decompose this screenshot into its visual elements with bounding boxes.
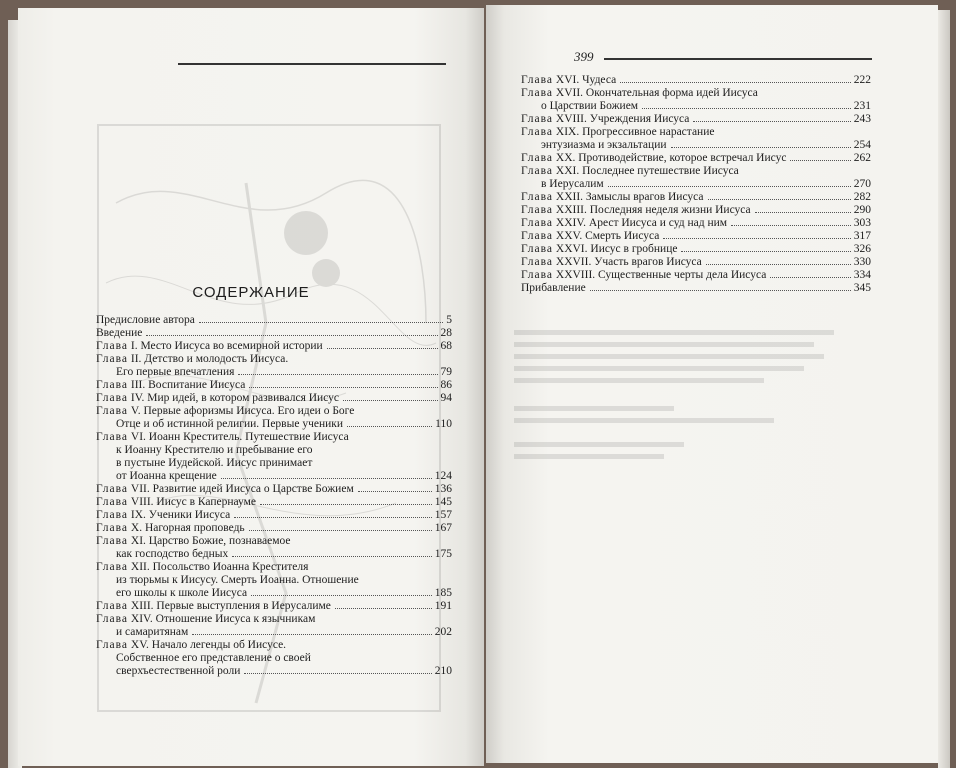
toc-entry-line bbox=[521, 256, 871, 269]
left-page bbox=[18, 8, 484, 766]
toc-page-number: 334 bbox=[853, 269, 871, 281]
toc-page-number: 124 bbox=[434, 470, 452, 482]
toc-entry-text: VII. Развитие идей Иисуса о Царстве Божием bbox=[130, 483, 354, 495]
toc-chapter-label: Глава bbox=[521, 74, 554, 86]
toc-entry-line bbox=[96, 340, 452, 353]
toc-chapter-label: Глава bbox=[521, 113, 554, 125]
toc-entry-text: XXV. Смерть Иисуса bbox=[555, 230, 660, 242]
toc-chapter-label: Глава bbox=[96, 613, 129, 625]
toc-leader-dots bbox=[327, 348, 438, 349]
toc-entry-line bbox=[96, 366, 452, 379]
toc-chapter-label: Глава bbox=[521, 126, 554, 138]
toc-chapter-label: Глава bbox=[521, 256, 554, 268]
toc-entry-text: как господство бедных bbox=[116, 548, 229, 560]
toc-chapter-label: Глава bbox=[521, 204, 554, 216]
toc-entry-text: XVI. Чудеса bbox=[555, 74, 617, 86]
toc-chapter-label: Глава bbox=[96, 405, 129, 417]
toc-entry bbox=[521, 113, 871, 126]
toc-entry bbox=[521, 74, 871, 87]
toc-entry-text: XII. Посольство Иоанна Крестителя bbox=[130, 561, 309, 573]
toc-entry-line bbox=[521, 243, 871, 256]
toc-entry-text: XXII. Замыслы врагов Иисуса bbox=[555, 191, 704, 203]
toc-entry-text: VIII. Иисус в Капернауме bbox=[130, 496, 257, 508]
toc-chapter-label: Глава bbox=[521, 217, 554, 229]
toc-leader-dots bbox=[731, 225, 851, 226]
toc-leader-dots bbox=[251, 595, 432, 596]
toc-page-number: 303 bbox=[853, 217, 871, 229]
toc-entry bbox=[521, 269, 871, 282]
toc-chapter-label: Глава bbox=[96, 509, 129, 521]
toc-entry bbox=[521, 126, 871, 152]
toc-entry bbox=[96, 613, 452, 639]
toc-chapter-label: Глава bbox=[96, 353, 129, 365]
toc-entry-text: от Иоанна крещение bbox=[116, 470, 217, 482]
toc-entry-text: и самаритянам bbox=[116, 626, 189, 638]
toc-chapter-label: Глава bbox=[521, 269, 554, 281]
toc-chapter-label: Глава bbox=[96, 431, 129, 443]
toc-entry-text: I. Место Иисуса во всемирной истории bbox=[130, 340, 323, 352]
toc-chapter-label: Глава bbox=[96, 522, 129, 534]
toc-page-number: 191 bbox=[434, 600, 452, 612]
toc-chapter-label: Глава bbox=[521, 230, 554, 242]
toc-entry-text: Его первые впечатления bbox=[116, 366, 235, 378]
toc-page-number: 185 bbox=[434, 587, 452, 599]
toc-entry-line bbox=[96, 314, 452, 327]
toc-entry-line bbox=[521, 165, 871, 178]
toc-entry bbox=[521, 230, 871, 243]
toc-entry bbox=[96, 353, 452, 379]
toc-entry-text: сверхъестественной роли bbox=[116, 665, 241, 677]
toc-entry-line bbox=[521, 100, 871, 113]
toc-entry-text: XIX. Прогрессивное нарастание bbox=[555, 126, 715, 138]
toc-entry-line bbox=[521, 204, 871, 217]
toc-entry-text: Собственное его представление о своей bbox=[116, 652, 311, 664]
toc-entry-line bbox=[96, 496, 452, 509]
toc-entry bbox=[521, 87, 871, 113]
toc-entry-text: XV. Начало легенды об Иисусе. bbox=[130, 639, 287, 651]
toc-entry-text: из тюрьмы к Иисусу. Смерть Иоанна. Отношение bbox=[116, 574, 359, 586]
toc-leader-dots bbox=[146, 335, 437, 336]
toc-entry-line bbox=[521, 191, 871, 204]
toc-chapter-label: Глава bbox=[521, 243, 554, 255]
toc-page-number: 167 bbox=[434, 522, 452, 534]
toc-page-number: 330 bbox=[853, 256, 871, 268]
toc-page-number: 317 bbox=[853, 230, 871, 242]
toc-entry-line bbox=[96, 587, 452, 600]
toc-leader-dots bbox=[790, 160, 850, 161]
toc-entry bbox=[96, 522, 452, 535]
toc-entry-text: Предисловие автора bbox=[96, 314, 195, 326]
toc-leader-dots bbox=[681, 251, 850, 252]
toc-entry-line bbox=[96, 470, 452, 483]
toc-leader-dots bbox=[347, 426, 432, 427]
toc-entry-line bbox=[96, 548, 452, 561]
toc-entry-text: V. Первые афоризмы Иисуса. Его идеи о Боге bbox=[130, 405, 355, 417]
toc-page-number: 110 bbox=[435, 418, 452, 430]
toc-entry bbox=[96, 314, 452, 327]
toc-entry bbox=[96, 639, 452, 678]
toc-page-number: 175 bbox=[434, 548, 452, 560]
toc-entry bbox=[521, 243, 871, 256]
toc-entry-line bbox=[521, 126, 871, 139]
toc-entry-line bbox=[96, 483, 452, 496]
right-header-rule bbox=[604, 58, 872, 60]
toc-entry bbox=[521, 256, 871, 269]
toc-entry-text: XIII. Первые выступления в Иерусалиме bbox=[130, 600, 331, 612]
toc-entry-text: XXI. Последнее путешествие Иисуса bbox=[555, 165, 739, 177]
toc-page-number: 243 bbox=[853, 113, 871, 125]
toc-entry-text: XXIII. Последняя неделя жизни Иисуса bbox=[555, 204, 751, 216]
toc-entry bbox=[96, 431, 452, 483]
toc-page-number: 262 bbox=[853, 152, 871, 164]
toc-entry-line bbox=[96, 379, 452, 392]
toc-page-number: 145 bbox=[434, 496, 452, 508]
toc-page-number: 210 bbox=[434, 665, 452, 677]
toc-entry-text: XVII. Окончательная форма идей Иисуса bbox=[555, 87, 758, 99]
toc-entry-text: IV. Мир идей, в котором развивался Иисус bbox=[130, 392, 340, 404]
toc-leader-dots bbox=[335, 608, 432, 609]
toc-leader-dots bbox=[234, 517, 432, 518]
toc-leader-dots bbox=[642, 108, 851, 109]
toc-entry-line bbox=[96, 522, 452, 535]
toc-entry-line bbox=[96, 327, 452, 340]
toc-entry-line bbox=[521, 87, 871, 100]
toc-page-number: 94 bbox=[440, 392, 452, 404]
right-page-edge bbox=[938, 10, 950, 768]
toc-entry-line bbox=[96, 444, 452, 457]
toc-entry-line bbox=[521, 230, 871, 243]
toc-chapter-label: Глава bbox=[521, 152, 554, 164]
toc-leader-dots bbox=[232, 556, 432, 557]
toc-entry-text: XIV. Отношение Иисуса к язычникам bbox=[130, 613, 316, 625]
toc-entry-line bbox=[96, 431, 452, 444]
toc-entry-line bbox=[521, 113, 871, 126]
toc-entry-text: в пустыне Иудейской. Иисус принимает bbox=[116, 457, 313, 469]
toc-entry bbox=[96, 600, 452, 613]
toc-entry-line bbox=[96, 600, 452, 613]
toc-leader-dots bbox=[706, 264, 851, 265]
toc-entry-line bbox=[96, 405, 452, 418]
toc-entry bbox=[96, 561, 452, 600]
toc-entry-line bbox=[96, 392, 452, 405]
toc-chapter-label: Глава bbox=[96, 639, 129, 651]
toc-page-number: 68 bbox=[440, 340, 452, 352]
toc-entry-line bbox=[521, 282, 871, 295]
toc-entry bbox=[521, 165, 871, 191]
toc-entry bbox=[96, 405, 452, 431]
toc-leader-dots bbox=[343, 400, 437, 401]
toc-entry-text: VI. Иоанн Креститель. Путешествие Иисуса bbox=[130, 431, 349, 443]
toc-page-number: 326 bbox=[853, 243, 871, 255]
toc-leader-dots bbox=[221, 478, 432, 479]
toc-page-number: 136 bbox=[434, 483, 452, 495]
toc-entry bbox=[521, 204, 871, 217]
toc-chapter-label: Глава bbox=[96, 561, 129, 573]
toc-entry bbox=[521, 152, 871, 165]
toc-entry-line bbox=[96, 574, 452, 587]
toc-chapter-label: Глава bbox=[96, 392, 129, 404]
toc-title: СОДЕРЖАНИЕ bbox=[192, 284, 310, 301]
toc-page-number: 345 bbox=[853, 282, 871, 294]
toc-page-number: 254 bbox=[853, 139, 871, 151]
toc-entry-text: XX. Противодействие, которое встречал Иисус bbox=[555, 152, 787, 164]
toc-leader-dots bbox=[590, 290, 851, 291]
toc-entry-line bbox=[521, 139, 871, 152]
toc-leader-dots bbox=[244, 673, 431, 674]
toc-leader-dots bbox=[770, 277, 850, 278]
toc-leader-dots bbox=[663, 238, 850, 239]
toc-page-number: 79 bbox=[440, 366, 452, 378]
toc-left-column bbox=[96, 314, 452, 678]
toc-chapter-label: Глава bbox=[96, 600, 129, 612]
toc-page-number: 157 bbox=[434, 509, 452, 521]
toc-entry-line bbox=[96, 457, 452, 470]
toc-chapter-label: Глава bbox=[521, 165, 554, 177]
toc-entry-line bbox=[96, 626, 452, 639]
toc-leader-dots bbox=[671, 147, 851, 148]
toc-chapter-label: Глава bbox=[521, 87, 554, 99]
toc-page-number: 290 bbox=[853, 204, 871, 216]
toc-entry-line bbox=[521, 178, 871, 191]
toc-entry-text: его школы к школе Иисуса bbox=[116, 587, 248, 599]
toc-entry-line bbox=[96, 535, 452, 548]
toc-entry-text: XI. Царство Божие, познаваемое bbox=[130, 535, 291, 547]
toc-leader-dots bbox=[693, 121, 850, 122]
toc-page-number: 282 bbox=[853, 191, 871, 203]
toc-page-number: 222 bbox=[853, 74, 871, 86]
toc-entry-text: XXVII. Участь врагов Иисуса bbox=[555, 256, 702, 268]
toc-entry-text: XXIV. Арест Иисуса и суд над ним bbox=[555, 217, 728, 229]
toc-entry bbox=[96, 340, 452, 353]
toc-entry-text: XVIII. Учреждения Иисуса bbox=[555, 113, 690, 125]
toc-leader-dots bbox=[238, 374, 437, 375]
toc-entry-text: XXVI. Иисус в гробнице bbox=[555, 243, 678, 255]
toc-entry-text: Отце и об истинной религии. Первые ученики bbox=[116, 418, 344, 430]
toc-entry-text: к Иоанну Крестителю и пребывание его bbox=[116, 444, 313, 456]
right-page bbox=[486, 5, 938, 763]
toc-chapter-label: Глава bbox=[96, 496, 129, 508]
toc-page-number: 5 bbox=[446, 314, 452, 326]
toc-entry-text: Введение bbox=[96, 327, 143, 339]
toc-right-column bbox=[521, 74, 871, 295]
toc-entry-line bbox=[96, 418, 452, 431]
toc-entry-line bbox=[96, 639, 452, 652]
toc-entry bbox=[521, 191, 871, 204]
toc-page-number: 270 bbox=[853, 178, 871, 190]
toc-leader-dots bbox=[708, 199, 851, 200]
toc-entry-line bbox=[96, 509, 452, 522]
toc-entry-text: X. Нагорная проповедь bbox=[130, 522, 245, 534]
toc-leader-dots bbox=[249, 530, 432, 531]
toc-entry-line bbox=[96, 613, 452, 626]
toc-entry-line bbox=[521, 152, 871, 165]
toc-entry-text: энтузиазма и экзальтации bbox=[541, 139, 667, 151]
toc-entry bbox=[96, 535, 452, 561]
toc-entry-line bbox=[96, 561, 452, 574]
toc-entry bbox=[96, 496, 452, 509]
toc-page-number: 86 bbox=[440, 379, 452, 391]
toc-leader-dots bbox=[358, 491, 432, 492]
toc-page-number: 28 bbox=[440, 327, 452, 339]
toc-entry bbox=[96, 327, 452, 340]
toc-chapter-label: Глава bbox=[96, 483, 129, 495]
toc-leader-dots bbox=[192, 634, 431, 635]
toc-entry-line bbox=[96, 665, 452, 678]
toc-leader-dots bbox=[608, 186, 851, 187]
toc-entry bbox=[96, 483, 452, 496]
toc-page-number: 231 bbox=[853, 100, 871, 112]
toc-entry-line bbox=[521, 217, 871, 230]
toc-entry bbox=[521, 282, 871, 295]
toc-leader-dots bbox=[199, 322, 443, 323]
toc-entry-line bbox=[521, 269, 871, 282]
toc-entry bbox=[521, 217, 871, 230]
page-number: 399 bbox=[574, 49, 594, 64]
toc-leader-dots bbox=[755, 212, 851, 213]
toc-entry-text: XXVIII. Существенные черты дела Иисуса bbox=[555, 269, 767, 281]
toc-entry-text: о Царствии Божием bbox=[541, 100, 639, 112]
toc-entry bbox=[96, 392, 452, 405]
toc-leader-dots bbox=[249, 387, 437, 388]
toc-entry-text: IX. Ученики Иисуса bbox=[130, 509, 231, 521]
toc-chapter-label: Глава bbox=[521, 191, 554, 203]
show-through-imprint bbox=[514, 330, 844, 470]
left-header-rule bbox=[178, 63, 446, 65]
toc-chapter-label: Глава bbox=[96, 379, 129, 391]
toc-entry-text: II. Детство и молодость Иисуса. bbox=[130, 353, 289, 365]
toc-entry-line bbox=[521, 74, 871, 87]
toc-entry-line bbox=[96, 353, 452, 366]
toc-chapter-label: Глава bbox=[96, 535, 129, 547]
toc-entry-text: III. Воспитание Иисуса bbox=[130, 379, 246, 391]
toc-leader-dots bbox=[260, 504, 432, 505]
toc-page-number: 202 bbox=[434, 626, 452, 638]
toc-entry-text: в Иерусалим bbox=[541, 178, 604, 190]
toc-chapter-label: Глава bbox=[96, 340, 129, 352]
toc-entry-text: Прибавление bbox=[521, 282, 586, 294]
toc-entry-line bbox=[96, 652, 452, 665]
toc-entry bbox=[96, 379, 452, 392]
toc-leader-dots bbox=[620, 82, 851, 83]
toc-entry bbox=[96, 509, 452, 522]
